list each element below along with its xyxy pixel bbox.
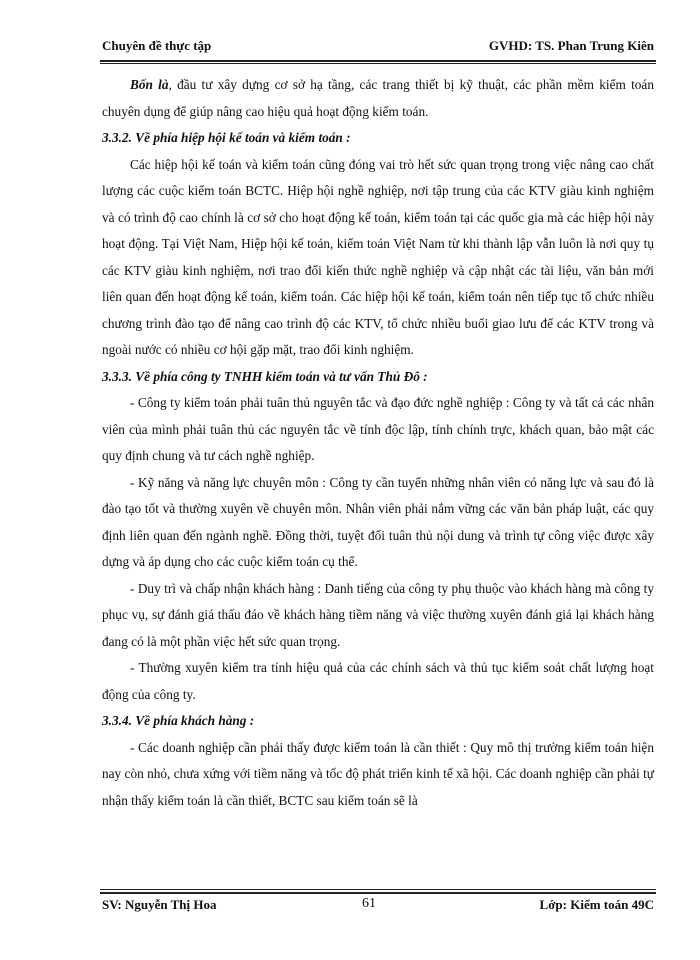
paragraph-bon-la xyxy=(102,72,654,125)
bullet-item: - Duy trì và chấp nhận khách hàng : Danh tiếng của công ty phụ thuộc vào khách hàng mà công ty phục vụ, sự đánh giá thấu đáo về khách hàng tiềm năng và việc thường xuyên đánh giá lại khách hàng đang có là một phần việc hết sức quan trọng. xyxy=(102,580,654,649)
bullet-item: - Kỹ năng và năng lực chuyên môn : Công ty cần tuyển những nhân viên có năng lực và sau đó là đào tạo tốt và thường xuyên về chuyên môn. Nhân viên phải nắm vững các văn bản pháp luật, các quy định liên quan đến ngành nghề. Đồng thời, tuyệt đối tuân thủ nội dung và trình tự công việc được xây dựng và áp dụng cho các cuộc kiểm toán cụ thể. xyxy=(102,474,654,569)
header-rule xyxy=(100,60,656,62)
lead-phrase: Bốn là xyxy=(130,77,169,92)
paragraph-3-3-2: Các hiệp hội kế toán và kiểm toán cũng đóng vai trò hết sức quan trọng trong việc nâng cao chất lượng các cuộc kiểm toán BCTC. Hiệp hội nghề nghiệp, nơi tập trung của các KTV giàu kinh nghiệm và có trình độ cao chính là cơ sở cho hoạt động kế toán, kiểm toán tại các quốc gia mà các hiệp hội này hoạt động. Tại Việt Nam, Hiệp hội kế toán, kiểm toán Việt Nam từ khi thành lập vẫn luôn là nơi quy tụ các KTV giàu kinh nghiệm, nơi trao đổi kiến thức nghề nghiệp và cập nhật các tài liệu, văn bản mới liên quan đến hoạt động kế toán, kiểm toán. Các hiệp hội kế toán, kiểm toán nên tiếp tục tổ chức nhiều chương trình đào tạo để nâng cao trình độ các KTV, tổ chức nhiều buổi giao lưu để các KTV trong và ngoài nước có nhiều cơ hội gặp mặt, trao đổi kinh nghiệm. xyxy=(102,156,654,357)
paragraph-text: , đầu tư xây dựng cơ sở hạ tầng, các trang thiết bị kỹ thuật, các phần mềm kiểm toán chuyên dụng để giúp nâng cao hiệu quả hoạt động kiểm toán. xyxy=(102,77,654,119)
page-header xyxy=(102,38,654,54)
footer-class: Lớp: Kiểm toán 49C xyxy=(539,897,654,912)
header-topic: Chuyên đề thực tập xyxy=(102,38,212,53)
bullet-item: - Công ty kiểm toán phải tuân thủ nguyên tắc và đạo đức nghề nghiệp : Công ty và tất cả các nhân viên của mình phải tuân thủ các nguyên tắc về tính độc lập, tính chính trực, khách quan, bảo mật các quy định chung và tư cách nghề nghiệp. xyxy=(102,395,654,463)
header-advisor: GVHD: TS. Phan Trung Kiên xyxy=(488,38,654,53)
page-number: 61 xyxy=(362,896,376,911)
heading-3-3-4: 3.3.4. Về phía khách hàng : xyxy=(102,713,255,728)
bullet-item: - Các doanh nghiệp cần phải thấy được kiểm toán là cần thiết : Quy mô thị trường kiểm toán hiện nay còn nhỏ, chưa xứng với tiềm năng và tốc độ phát triển kinh tế xã hội. Các doanh nghiệp cần phải tự nhận thấy kiểm toán là cần thiết, BCTC sau kiểm toán sẽ là xyxy=(102,739,654,808)
heading-3-3-3: 3.3.3. Về phía công ty TNHH kiểm toán và tư vấn Thủ Đô : xyxy=(102,368,428,384)
heading-3-3-2: 3.3.2. Về phía hiệp hội kế toán và kiểm toán : xyxy=(102,130,351,145)
footer-rule xyxy=(100,892,656,894)
footer-rule-thin xyxy=(100,889,656,890)
bullet-item: - Thường xuyên kiểm tra tính hiệu quả của các chính sách và thủ tục kiểm soát chất lượng hoạt động của công ty. xyxy=(102,660,654,702)
document-body xyxy=(102,72,654,814)
page-footer xyxy=(102,897,654,913)
footer-student: SV: Nguyễn Thị Hoa xyxy=(102,897,217,912)
header-rule-thin xyxy=(100,63,656,64)
